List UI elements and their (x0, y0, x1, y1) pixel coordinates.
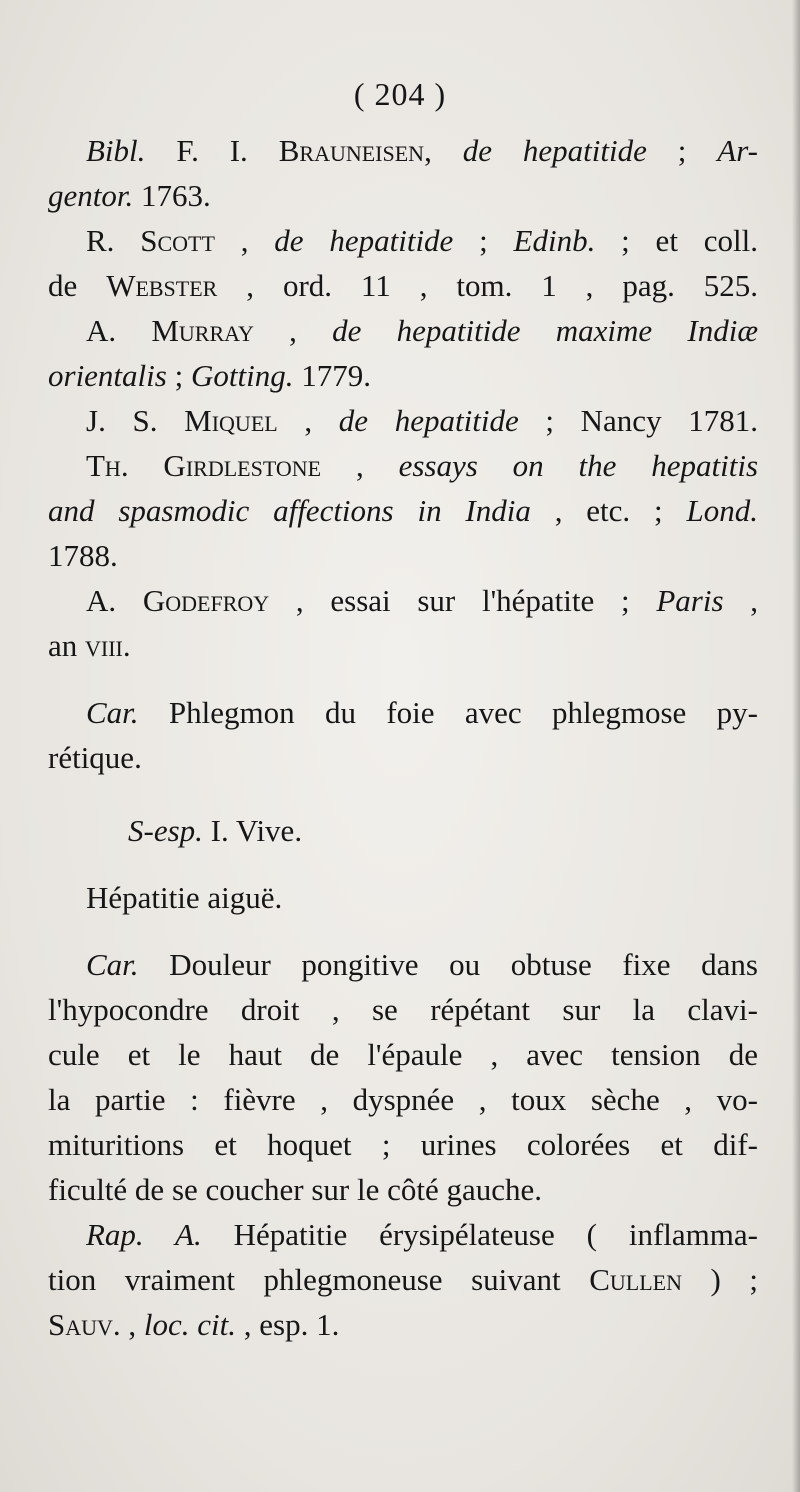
text-run: A. (86, 583, 143, 618)
small-caps-name: Godefroy (142, 583, 270, 618)
italic-text: Gotting. (190, 358, 294, 393)
description-line (48, 987, 758, 1032)
text-run: ; Nancy 1781. (518, 403, 758, 438)
italic-text: orientalis (48, 358, 167, 393)
characteristic-line (48, 735, 758, 780)
italic-text: Bibl. (86, 133, 146, 168)
text-run: , esp. 1. (236, 1307, 340, 1342)
bibliography-line (48, 578, 758, 623)
page-body (48, 128, 758, 1347)
text-run: cule et le haut de l'épaule , avec tension de (48, 1037, 758, 1072)
description-line (48, 1122, 758, 1167)
text-run: , (277, 403, 339, 438)
spacer (48, 780, 758, 808)
italic-text: Car. (86, 947, 139, 982)
small-caps-name: Murray (151, 313, 254, 348)
text-run: ; (453, 223, 514, 258)
bibliography-line (48, 623, 758, 668)
text-run: 1788. (48, 538, 118, 573)
text-run: mituritions et hoquet ; urines colorées et dif- (48, 1127, 758, 1162)
text-run: rétique. (48, 740, 142, 775)
text-run: R. (86, 223, 141, 258)
small-caps-name: Miquel (184, 403, 278, 438)
text-run: ; (646, 133, 718, 168)
italic-text: Car. (86, 695, 139, 730)
page-number: ( 204 ) (353, 76, 447, 112)
text-run: , ord. 11 , tom. 1 , pag. 525. (217, 268, 758, 303)
text-run: F. I. (145, 133, 279, 168)
small-caps-name: Cullen (589, 1262, 682, 1297)
description-line (48, 1077, 758, 1122)
bibliography-line (48, 353, 758, 398)
text-run: ) ; (681, 1262, 759, 1297)
small-caps-name: Scott (140, 223, 215, 258)
text-run: , (424, 133, 463, 168)
text-run: an (48, 628, 86, 663)
small-caps-name: Th. Girdlestone (86, 448, 322, 483)
bibliography-line (48, 173, 758, 218)
italic-text: de hepatitide maxime Indiæ (332, 313, 759, 348)
italic-text: and spasmodic affections in India (48, 493, 531, 528)
text-run: ; (166, 358, 191, 393)
text-run: I. Vive. (202, 813, 303, 848)
text-run: , etc. ; (530, 493, 687, 528)
page-edge-shadow (792, 0, 800, 1492)
synonym-line (48, 875, 758, 920)
bibliography-line (48, 218, 758, 263)
description-line (48, 1167, 758, 1212)
spacer (48, 853, 758, 875)
text-run: la partie : fièvre , dyspnée , toux sèche , vo- (48, 1082, 758, 1117)
small-caps-name: Webster (106, 268, 218, 303)
text-run: ; et coll. (595, 223, 758, 258)
text-run: , (214, 223, 275, 258)
small-caps-name: viii (85, 628, 123, 663)
bibliography-line (48, 263, 758, 308)
italic-text: de hepatitide (462, 133, 647, 168)
italic-text: gentor. (48, 178, 134, 213)
text-run: . (122, 628, 131, 663)
small-caps-name: Brauneisen (278, 133, 425, 168)
italic-text: Paris (656, 583, 724, 618)
italic-text: loc. cit. (143, 1307, 237, 1342)
subspecies-heading (48, 808, 758, 853)
relation-line (48, 1257, 758, 1302)
text-run: , (120, 1307, 144, 1342)
italic-text: Ar- (717, 133, 758, 168)
bibliography-line (48, 443, 758, 488)
italic-text: Lond. (686, 493, 758, 528)
text-run: Douleur pongitive ou obtuse fixe dans (138, 947, 758, 982)
relation-line (48, 1302, 758, 1347)
text-run: Phlegmon du foie avec phlegmose py- (138, 695, 758, 730)
text-run: , (723, 583, 759, 618)
text-run: 1763. (133, 178, 211, 213)
text-run: 1779. (293, 358, 371, 393)
bibliography-line (48, 533, 758, 578)
italic-text: de hepatitide (338, 403, 519, 438)
relation-line (48, 1212, 758, 1257)
text-run: tion vraiment phlegmoneuse suivant (48, 1262, 590, 1297)
text-run: ficulté de se coucher sur le côté gauche. (48, 1172, 543, 1207)
spacer (48, 668, 758, 690)
bibliography-line (48, 398, 758, 443)
italic-text: essays on the hepatitis (398, 448, 759, 483)
text-run: de (48, 268, 107, 303)
text-run: l'hypocondre droit , se répétant sur la clavi- (48, 992, 758, 1027)
text-run: A. (86, 313, 152, 348)
text-run: , essai sur l'hépatite ; (269, 583, 657, 618)
bibliography-line (48, 308, 758, 353)
italic-text: Rap. A. (86, 1217, 202, 1252)
description-line (48, 1032, 758, 1077)
bibliography-line (48, 128, 758, 173)
italic-text: Edinb. (513, 223, 596, 258)
bibliography-line (48, 488, 758, 533)
text-run: J. S. (86, 403, 185, 438)
characteristic-line (48, 690, 758, 735)
spacer (48, 920, 758, 942)
description-line (48, 942, 758, 987)
text-run: , (253, 313, 333, 348)
italic-text: S-esp. (128, 813, 203, 848)
text-run: Hépatitie aiguë. (86, 880, 283, 915)
text-run: Hépatitie érysipélateuse ( inflamma- (201, 1217, 758, 1252)
small-caps-name: Sauv. (48, 1307, 121, 1342)
text-run: , (321, 448, 399, 483)
italic-text: de hepatitide (274, 223, 454, 258)
